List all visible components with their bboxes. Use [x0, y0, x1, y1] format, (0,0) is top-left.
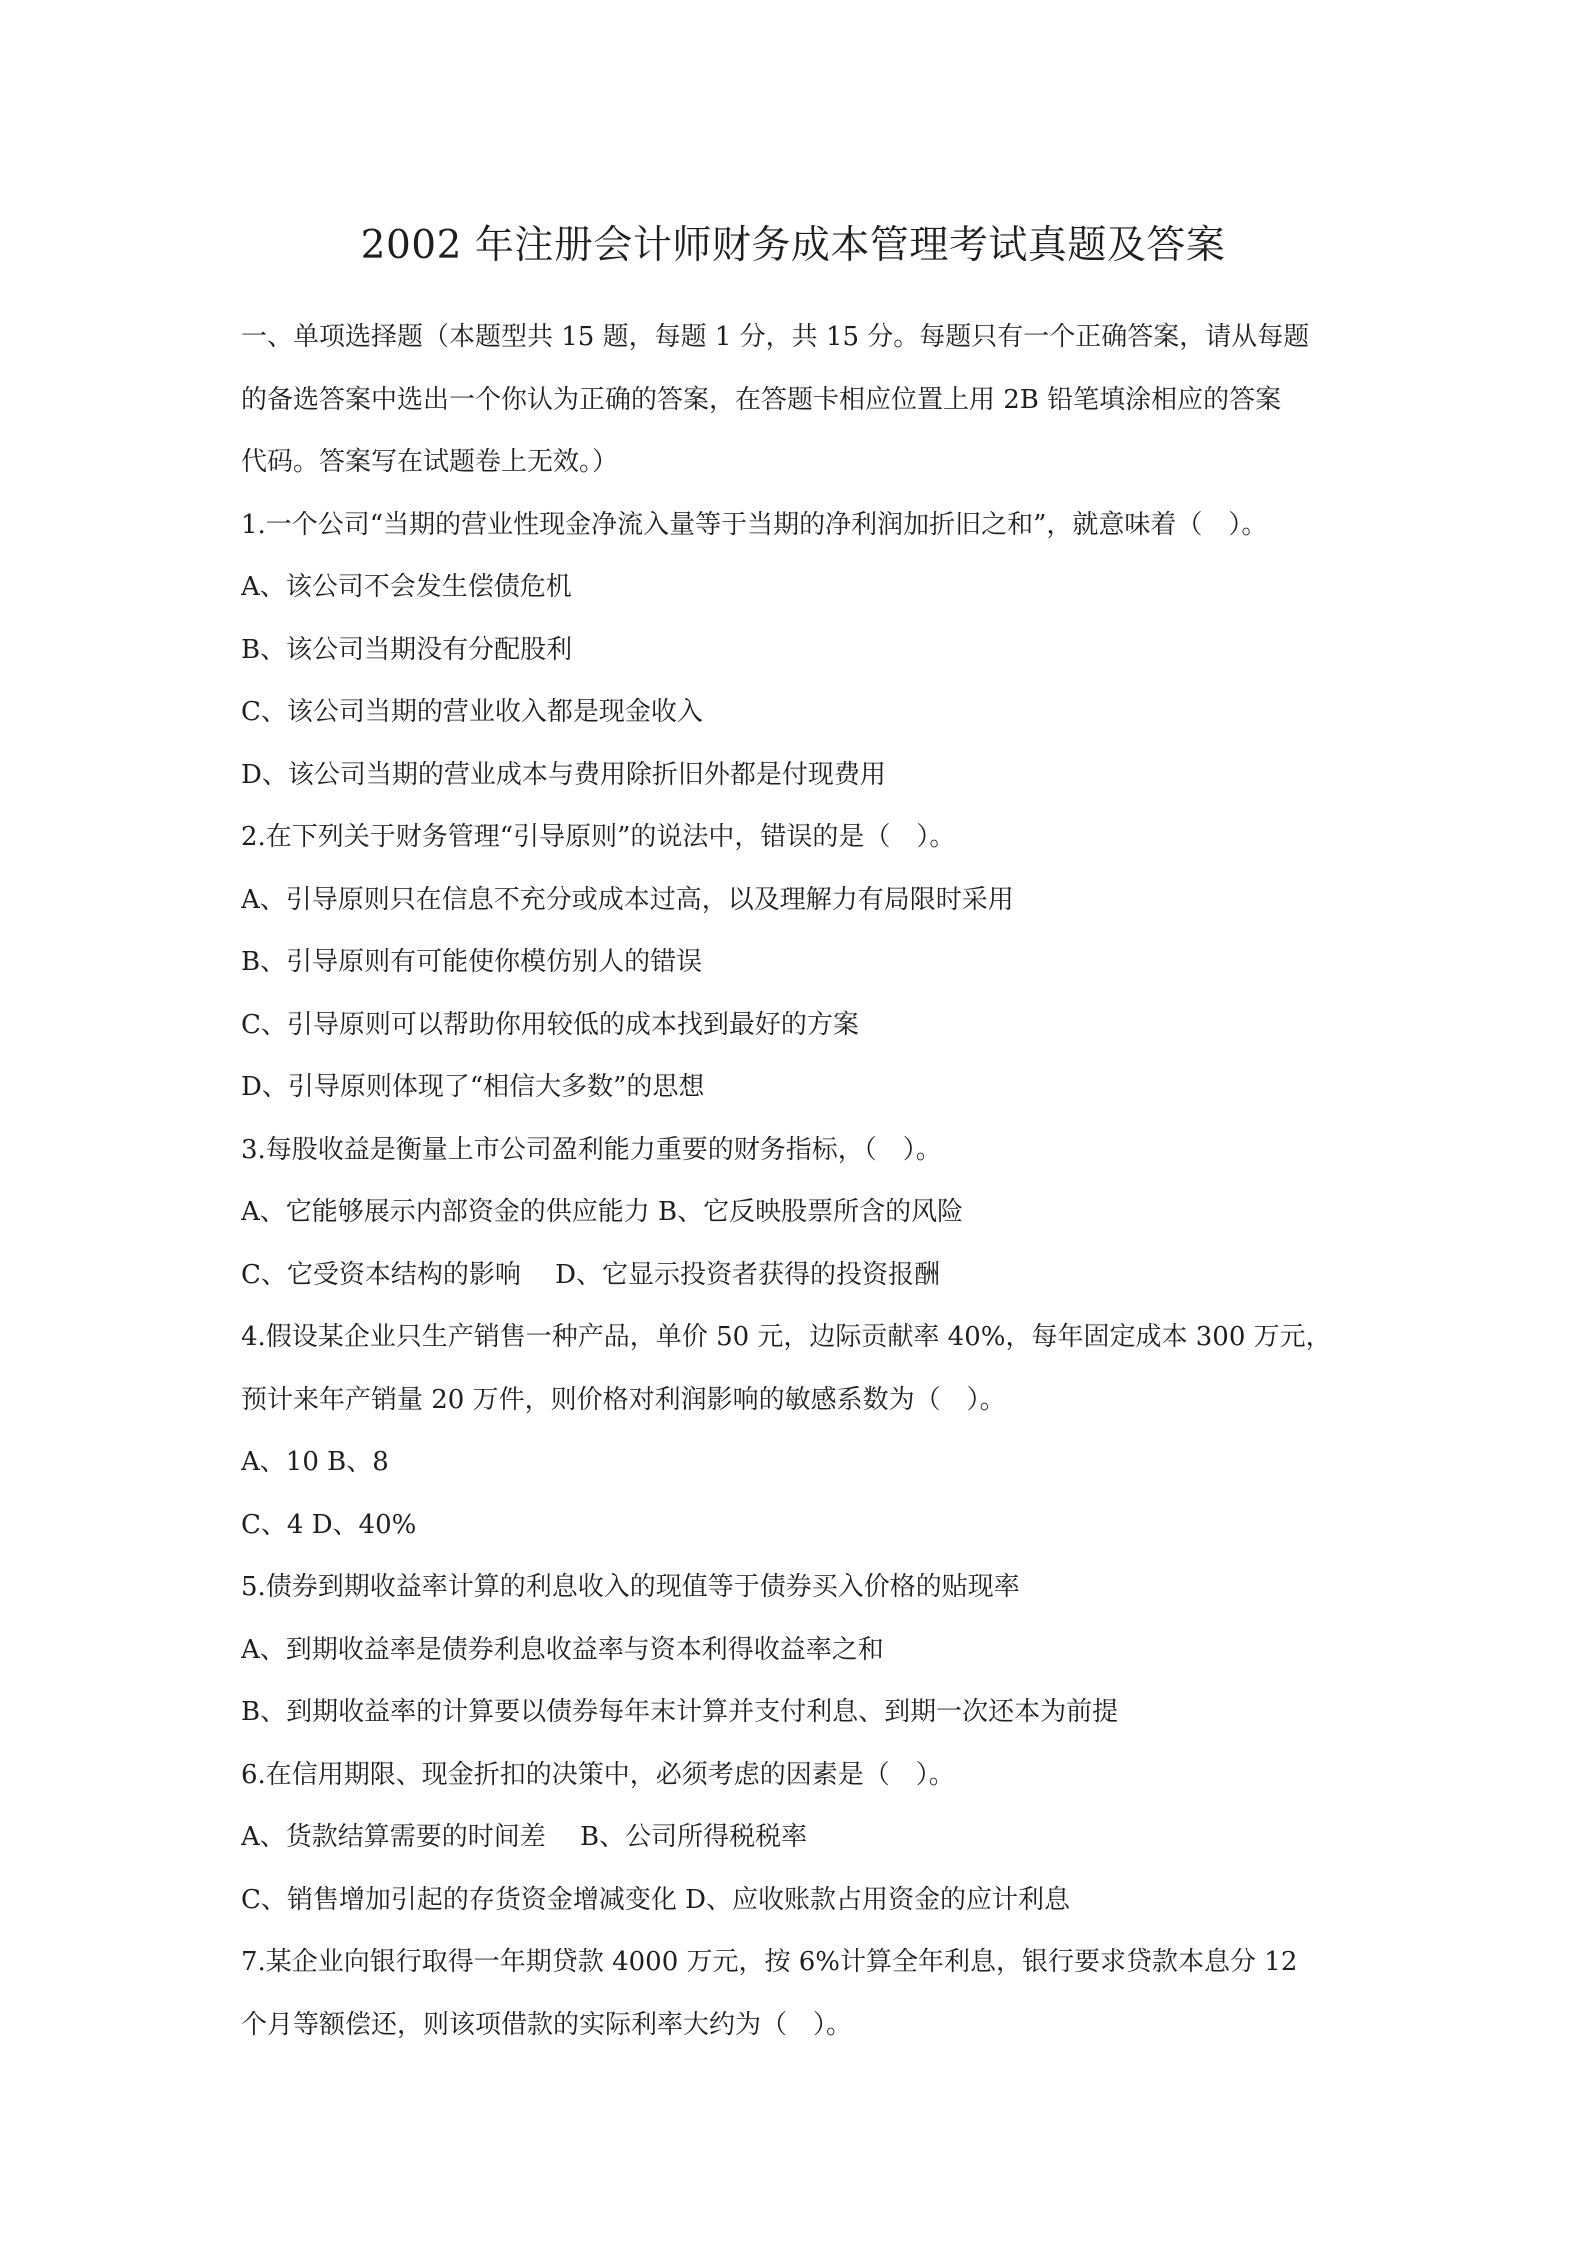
question-3-options-ab: A、它能够展示内部资金的供应能力 B、它反映股票所含的风险 [241, 1197, 964, 1227]
question-3: 3.每股收益是衡量上市公司盈利能力重要的财务指标，（ ）。 [241, 1134, 942, 1165]
instructions-line: 的备选答案中选出一个你认为正确的答案，在答题卡相应位置上用 2B 铅笔填涂相应的答案 [241, 384, 1282, 415]
question-3-options-cd: C、它受资本结构的影响 D、它显示投资者获得的投资报酬 [241, 1259, 941, 1290]
question-2-option-c: C、引导原则可以帮助你用较低的成本找到最好的方案 [241, 1009, 859, 1040]
question-2-option-b: B、引导原则有可能使你模仿别人的错误 [241, 947, 703, 977]
question-5-option-a: A、到期收益率是债券利息收益率与资本利得收益率之和 [241, 1634, 884, 1665]
question-6-options-cd: C、销售增加引起的存货资金增减变化 D、应收账款占用资金的应计利息 [241, 1884, 1071, 1915]
question-1-option-d: D、该公司当期的营业成本与费用除折旧外都是付现费用 [241, 759, 886, 790]
question-2-option-d: D、引导原则体现了“相信大多数”的思想 [241, 1072, 705, 1102]
instructions-line: 一、单项选择题（本题型共 15 题，每题 1 分，共 15 分。每题只有一个正确答案，请从每题 [241, 322, 1310, 352]
question-6: 6.在信用期限、现金折扣的决策中，必须考虑的因素是（ ）。 [241, 1759, 955, 1790]
question-2-option-a: A、引导原则只在信息不充分或成本过高，以及理解力有局限时采用 [241, 884, 1014, 915]
document-body [241, 306, 1351, 2056]
question-1-option-a: A、该公司不会发生偿债危机 [241, 572, 572, 602]
question-4-continued: 预计来年产销量 20 万件，则价格对利润影响的敏感系数为（ ）。 [241, 1384, 1006, 1415]
question-4: 4.假设某企业只生产销售一种产品，单价 50 元，边际贡献率 40%，每年固定成本 300 万元， [241, 1322, 1332, 1352]
question-6-options-ab: A、货款结算需要的时间差 B、公司所得税税率 [241, 1822, 808, 1852]
question-1-option-b: B、该公司当期没有分配股利 [241, 634, 573, 665]
instructions-line: 代码。答案写在试题卷上无效。） [241, 447, 619, 477]
question-5-option-b: B、到期收益率的计算要以债券每年末计算并支付利息、到期一次还本为前提 [241, 1697, 1119, 1727]
question-5: 5.债券到期收益率计算的利息收入的现值等于债券买入价格的贴现率 [241, 1572, 1020, 1602]
question-1: 1.一个公司“当期的营业性现金净流入量等于当期的净利润加折旧之和”，就意味着（ ）。 [241, 509, 1268, 540]
question-7: 7.某企业向银行取得一年期贷款 4000 万元，按 6%计算全年利息，银行要求贷款本息分 12 [241, 1947, 1298, 1977]
question-1-option-c: C、该公司当期的营业收入都是现金收入 [241, 697, 703, 727]
question-4-options-cd: C、4 D、40% [241, 1509, 417, 1540]
question-2: 2.在下列关于财务管理“引导原则”的说法中，错误的是（ ）。 [241, 822, 956, 852]
question-4-options-ab: A、10 B、8 [241, 1447, 389, 1477]
question-7-continued: 个月等额偿还，则该项借款的实际利率大约为（ ）。 [241, 2009, 853, 2040]
document-title: 2002 年注册会计师财务成本管理考试真题及答案 [360, 223, 1226, 268]
